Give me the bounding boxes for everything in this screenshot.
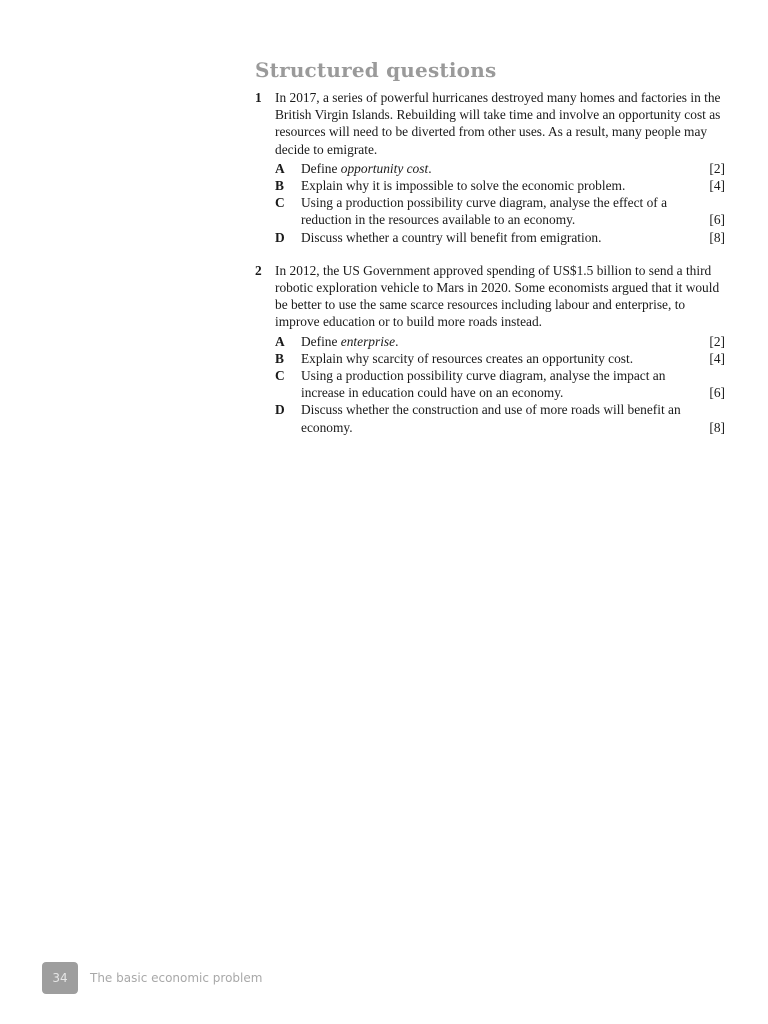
question-text: In 2012, the US Government approved spending of US$1.5 billion to send a third robotic exploration vehicle to Mars in 2020. Some economists argued that it would be better to use the same scarce resources including labour and enterprise, to improve education or to build more roads instead.: [275, 262, 720, 330]
question-parts: [275, 333, 725, 436]
page-number: 34: [42, 962, 78, 994]
part-text: Discuss whether the construction and use of more roads will benefit an economy.: [301, 402, 681, 435]
question-number: 2: [255, 262, 262, 278]
part-text: Using a production possibility curve diagram, analyse the effect of a reduction in the resources available to an economy.: [301, 195, 668, 228]
question-part: [275, 194, 725, 228]
part-text: Explain why scarcity of resources creates an opportunity cost.: [301, 350, 634, 366]
part-label: C: [275, 195, 285, 211]
page-content: [255, 58, 725, 436]
part-marks: [4]: [709, 178, 725, 194]
question-parts: [275, 160, 725, 246]
part-marks: [4]: [709, 350, 725, 366]
part-text: Define opportunity cost.: [301, 160, 432, 176]
part-label: B: [275, 350, 284, 366]
page-footer: [42, 962, 262, 994]
part-text: Discuss whether a country will benefit from emigration.: [301, 229, 602, 245]
part-label: A: [275, 333, 285, 349]
question-part: [275, 177, 725, 194]
part-text: Explain why it is impossible to solve the economic problem.: [301, 178, 626, 194]
question-2: [255, 262, 725, 436]
key-term: enterprise: [340, 333, 396, 349]
key-term: opportunity cost: [340, 160, 429, 176]
question-part: [275, 350, 725, 367]
chapter-title: The basic economic problem: [90, 971, 263, 985]
part-label: D: [275, 229, 285, 245]
part-marks: [6]: [709, 385, 725, 401]
part-marks: [6]: [709, 212, 725, 228]
part-label: C: [275, 368, 285, 384]
question-part: [275, 367, 725, 401]
section-heading: Structured questions: [255, 58, 497, 82]
question-1: [255, 89, 725, 246]
question-part: [275, 160, 725, 177]
part-marks: [8]: [709, 419, 725, 435]
part-text: Define enterprise.: [301, 333, 399, 349]
part-label: D: [275, 402, 285, 418]
part-label: A: [275, 160, 285, 176]
part-marks: [8]: [709, 229, 725, 245]
part-text: Using a production possibility curve diagram, analyse the impact an increase in education could have on an economy.: [301, 368, 666, 401]
question-part: [275, 401, 725, 435]
question-part: [275, 229, 725, 246]
part-marks: [2]: [709, 160, 725, 176]
question-text: In 2017, a series of powerful hurricanes destroyed many homes and factories in the British Virgin Islands. Rebuilding will take time and involve an opportunity cost as resources will need to be diverted from other uses. As a result, many people may decide to emigrate.: [275, 90, 721, 157]
part-marks: [2]: [709, 333, 725, 349]
part-label: B: [275, 178, 284, 194]
question-number: 1: [255, 90, 262, 105]
question-part: [275, 333, 725, 350]
